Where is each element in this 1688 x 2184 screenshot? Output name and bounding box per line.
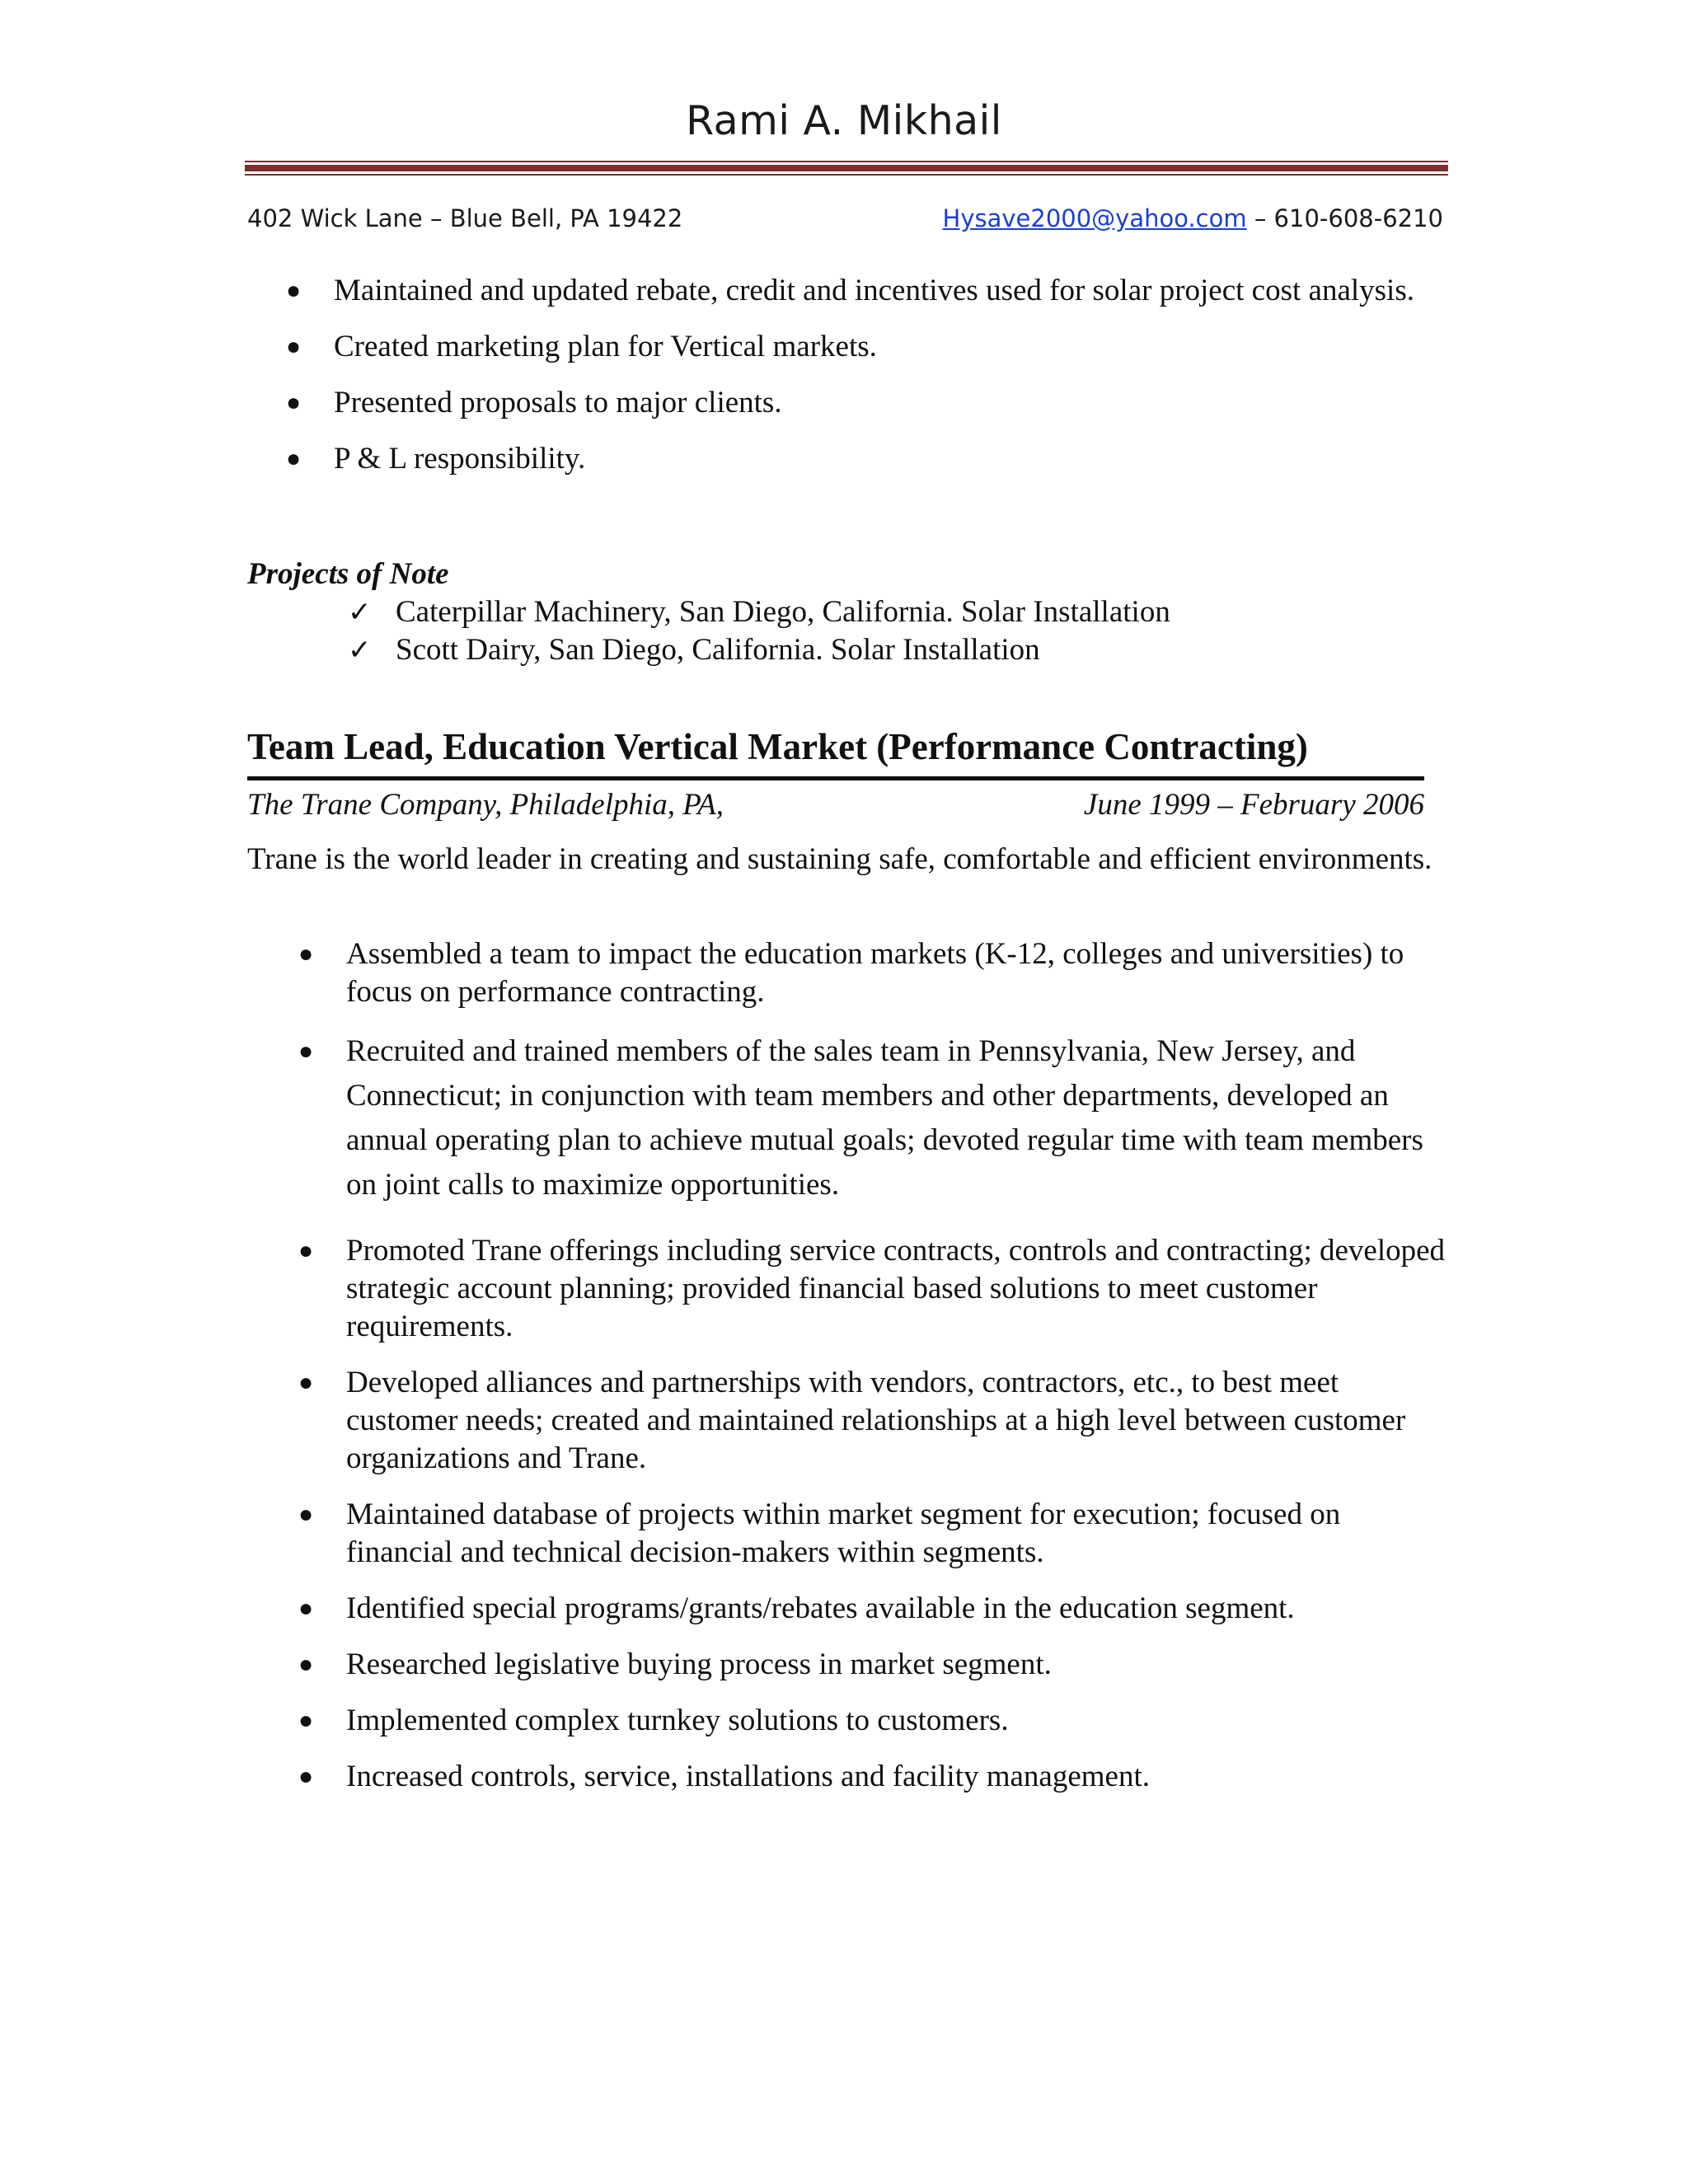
bullet-icon: ● bbox=[286, 389, 302, 416]
list-item: ● Presented proposals to major clients. bbox=[334, 384, 1455, 422]
job-dates: June 1999 – February 2006 bbox=[1083, 788, 1424, 822]
bullet-icon: ● bbox=[286, 445, 302, 472]
bullet-icon: ● bbox=[298, 1651, 314, 1678]
list-item: ● Created marketing plan for Vertical markets. bbox=[334, 328, 1455, 366]
list-item: ● Identified special programs/grants/rebates available in the education segment. bbox=[346, 1590, 1451, 1628]
list-item: ● Promoted Trane offerings including service contracts, controls and contracting; developed strategic account planning; provided financial based solutions to meet customer requirements. bbox=[298, 1234, 1446, 1343]
contact-info bbox=[943, 204, 1443, 232]
checkmark-icon: ✓ bbox=[348, 634, 372, 667]
bullet-icon: ● bbox=[298, 1369, 314, 1396]
list-item: ● Maintained and updated rebate, credit and incentives used for solar project cost analysis. bbox=[334, 272, 1455, 310]
bullet-icon: ● bbox=[298, 1763, 314, 1790]
bullet-icon: ● bbox=[298, 940, 314, 968]
checkmark-icon: ✓ bbox=[348, 596, 372, 629]
projects-heading: Projects of Note bbox=[247, 557, 449, 591]
bullet-icon: ● bbox=[298, 1237, 314, 1264]
bullet-icon: ● bbox=[298, 1501, 314, 1528]
list-item: ● Implemented complex turnkey solutions to customers. bbox=[346, 1702, 1451, 1740]
list-item: ✓ Scott Dairy, San Diego, California. Solar Installation bbox=[396, 631, 1170, 669]
list-item: ● Assembled a team to impact the education markets (K-12, colleges and universities) to focus on performance contracting. bbox=[298, 937, 1404, 1009]
projects-list bbox=[348, 593, 1170, 669]
list-item: ● Researched legislative buying process in market segment. bbox=[346, 1646, 1451, 1684]
top-bullet-list bbox=[286, 272, 1455, 496]
list-item: ● Increased controls, service, installations and facility management. bbox=[346, 1758, 1451, 1796]
candidate-name: Rami A. Mikhail bbox=[686, 97, 1002, 144]
bullet-icon: ● bbox=[298, 1707, 314, 1734]
bullet-icon: ● bbox=[286, 277, 302, 304]
list-item: ● P & L responsibility. bbox=[334, 440, 1455, 478]
list-item: ● Maintained database of projects within market segment for execution; focused on financial and technical decision-makers within segments. bbox=[298, 1497, 1341, 1569]
company-name: The Trane Company, Philadelphia, PA, bbox=[247, 788, 724, 822]
bullet-icon: ● bbox=[298, 1038, 314, 1065]
list-item: ● Recruited and trained members of the sales team in Pennsylvania, New Jersey, and Connecticut; in conjunction with team members and other departments, developed an annual operating plan to achieve mutual goals; devoted regular time with team members on joint calls to maximize opportunities. bbox=[346, 1029, 1451, 1207]
job-bullet-list bbox=[298, 935, 1451, 1814]
bullet-icon: ● bbox=[298, 1595, 314, 1622]
list-item: ● Developed alliances and partnerships with vendors, contractors, etc., to best meet customer needs; created and maintained relationships at a high level between customer organizations and Trane. bbox=[298, 1366, 1406, 1475]
list-item: ✓ Caterpillar Machinery, San Diego, California. Solar Installation bbox=[396, 593, 1170, 631]
company-intro: Trane is the world leader in creating and sustaining safe, comfortable and efficient environments. bbox=[247, 842, 1432, 876]
job-title-rule bbox=[247, 776, 1424, 780]
address: 402 Wick Lane – Blue Bell, PA 19422 bbox=[247, 204, 683, 232]
phone: – 610-608-6210 bbox=[1246, 204, 1443, 232]
job-title: Team Lead, Education Vertical Market (Performance Contracting) bbox=[247, 726, 1308, 767]
bullet-icon: ● bbox=[286, 333, 302, 360]
email-link[interactable]: Hysave2000@yahoo.com bbox=[942, 204, 1247, 232]
